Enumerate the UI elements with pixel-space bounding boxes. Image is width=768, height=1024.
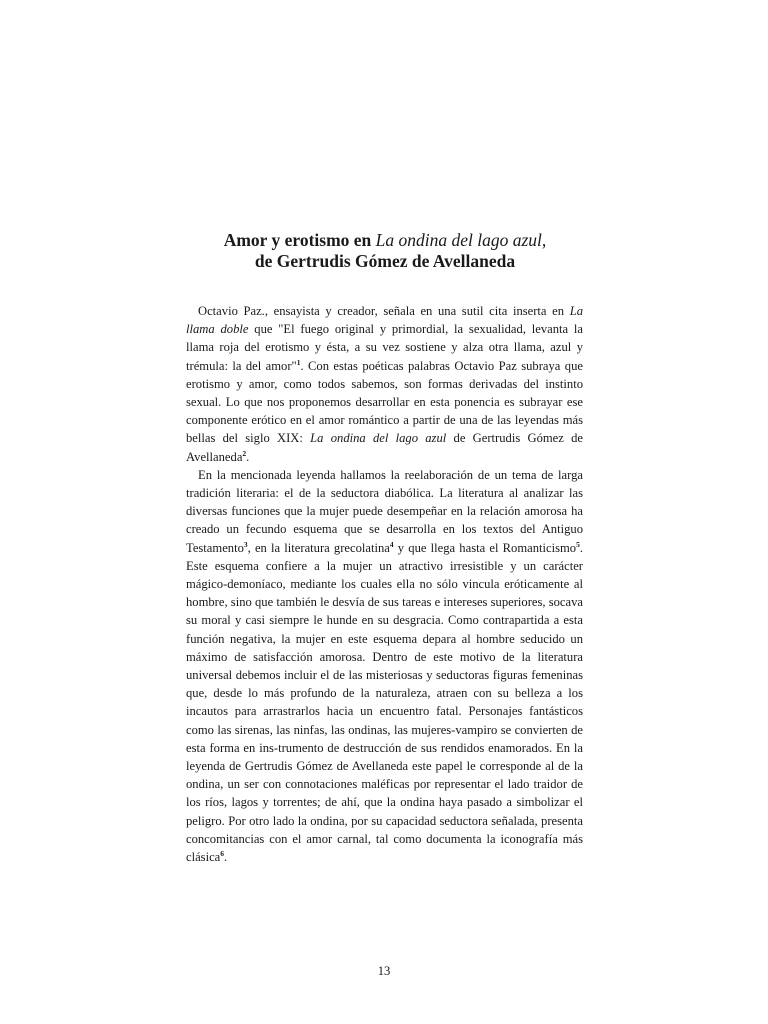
title-prefix: Amor y erotismo en <box>223 230 376 250</box>
paragraph-2-text: y que llega hasta el Romanticismo <box>393 540 577 555</box>
footnote-ref-6: 6 <box>220 849 225 859</box>
title-line-2: de Gertrudis Gómez de Avellaneda <box>254 251 516 271</box>
footnote-ref-1: 1 <box>296 357 301 367</box>
article-body <box>186 302 583 866</box>
paragraph-2-text: , en la literatura grecolatina <box>247 540 390 555</box>
page-number: 13 <box>377 964 391 978</box>
paragraph-1-text: Octavio Paz., ensayista y creador, señala en una sutil cita inserta en <box>198 304 570 318</box>
book-title-la-ondina: La ondina del lago azul <box>310 431 447 446</box>
footnote-ref-2: 2 <box>242 448 247 458</box>
book-title-la-llama-doble: La llama doble <box>186 304 583 337</box>
paragraph-1-text: . Con estas poéticas palabras Octavio Paz subraya que erotismo y amor, como todos sabemos, son formas derivadas del instinto sexual. Lo que nos proponemos desarrollar en esta ponencia es subrayar ese componente erótico en el amor romántico a partir de una de las leyendas más bellas del siglo XIX: <box>186 358 583 446</box>
paragraph-1-text: . <box>246 449 250 464</box>
footnote-ref-4: 4 <box>389 539 394 549</box>
title-work-name: La ondina del lago azul, <box>375 230 547 250</box>
title-line-1 <box>185 230 585 251</box>
paragraph-1 <box>186 302 583 466</box>
paragraph-1-text: que "El fuego original y primordial, la sexualidad, levanta la llama roja del erotismo y ésta, a su vez sostiene y alza otra llama, azul y trémula: la del amor" <box>186 322 583 373</box>
paragraph-2-text: En la mencionada leyenda hallamos la reelaboración de un tema de larga tradición literaria: el de la seductora diabólica. La literatura al analizar las diversas funciones que la mujer puede desempeñar en la relación amorosa ha creado un fecundo esquema que se desarrolla en los textos del Antiguo Testamento <box>186 467 583 555</box>
paragraph-1-text: de Gertrudis Gómez de Avellaneda <box>186 431 583 464</box>
footnote-ref-5: 5 <box>576 539 580 549</box>
paragraph-2-text: . <box>224 850 228 865</box>
footnote-ref-3: 3 <box>243 539 248 549</box>
paragraph-2-text: . Este esquema confiere a la mujer un atractivo irresistible y un carácter mágico-demoníaco, mediante los cuales ella no sólo vincula eróticamente al hombre, sino que también le desvía de sus tareas e intereses superiores, socava su moral y casi siempre le hunde en su desgracia. Como contrapartida a esta función negativa, la mujer en este esquema depara al hombre seducido un máximo de satisfacción amorosa. Dentro de este motivo de la literatura universal debemos incluir el de las misteriosas y seductoras figuras femeninas que, desde lo más profundo de la naturaleza, atraen con su belleza a los incautos para arrastrarlos hacia un encuentro fatal. Personajes fantásticos como las sirenas, las ninfas, las ondinas, las mujeres-vampiro se convierten de esta forma en ins-trumento de destrucción de sus rendidos enamorados. En la leyenda de Gertrudis Gómez de Avellaneda este papel le corresponde al de la ondina, un ser con connotaciones maléficas por representar el lado traidor de los ríos, lagos y torrentes; de ahí, que la ondina haya pasado a simbolizar el peligro. Por otro lado la ondina, por su capacidad seductora señalada, presenta concomitancias con el amor carnal, tal como documenta la iconografía más clásica <box>186 540 583 865</box>
article-title <box>185 230 585 272</box>
paragraph-2 <box>186 466 583 866</box>
